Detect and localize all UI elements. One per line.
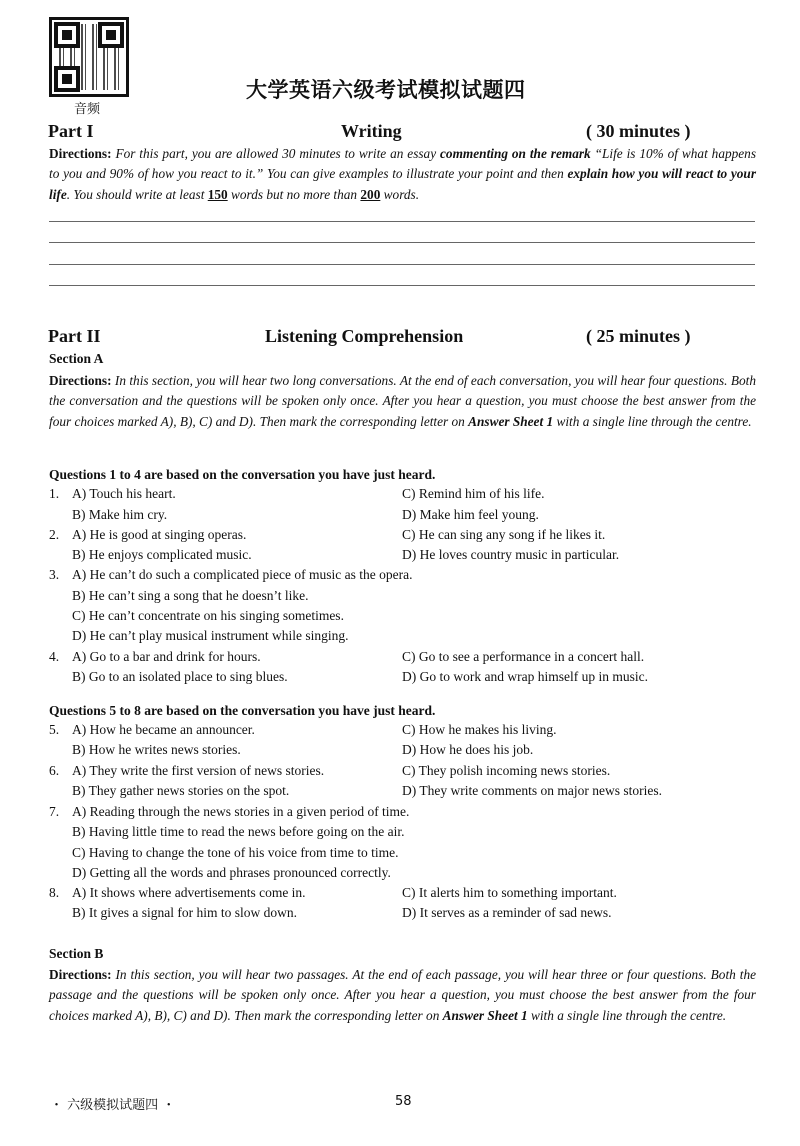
option-b: B) How he writes news stories. [72,742,241,757]
option-b: B) They gather news stories on the spot. [72,783,290,798]
directions-label: Directions: [49,146,112,161]
question-number: 4. [49,649,60,664]
section-b-directions: Directions: In this section, you will hear two passages. At the end of each passage, you will hear three or four questions. Both the passage and the questions will be spoken only once. After you hear a question, you must choose the best answer from the four choices marked A), B), C) and D). Then mark the corresponding letter on Answer Sheet 1 with a single line through the centre. [49,967,756,1023]
part1-directions: Directions: For this part, you are allowed 30 minutes to write an essay commenting on the remark “Life is 10% of what happens to you and 90% of how you react to it.” You can give examples to illustrate your point and then explain how you will react to your life. You should write at least 150 words but no more than 200 words. [49,146,756,202]
audio-label: 音频 [74,102,101,117]
question-number: 5. [49,722,60,737]
option-c: C) Remind him of his life. [402,486,545,501]
option-a: A) How he became an announcer. [72,722,255,737]
part2-time: ( 25 minutes ) [586,326,691,346]
question-number: 3. [49,567,60,582]
part1-name: Part I [48,121,94,141]
option-c: C) It alerts him to something important. [402,885,617,900]
question-number: 6. [49,763,60,778]
option-b: B) Go to an isolated place to sing blues. [72,669,288,684]
option-a: A) Reading through the news stories in a given period of time. [72,804,410,819]
footer-label: ・ 六级模拟试题四 ・ [50,1098,176,1113]
option-a: A) He can’t do such a complicated piece of music as the opera. [72,567,413,582]
option-a: A) Touch his heart. [72,486,176,501]
question-group-2-header: Questions 5 to 8 are based on the conversation you have just heard. [49,703,436,718]
section-b-heading: Section B [49,946,104,961]
option-c: C) Go to see a performance in a concert hall. [402,649,645,664]
option-d: D) He can’t play musical instrument while singing. [72,628,349,643]
option-c: C) They polish incoming news stories. [402,763,611,778]
question-number: 1. [49,486,60,501]
option-a: A) They write the first version of news stories. [72,763,325,778]
question-number: 8. [49,885,60,900]
option-c: C) Having to change the tone of his voice from time to time. [72,845,399,860]
part2-title: Listening Comprehension [265,326,464,346]
writing-lines [49,200,755,286]
question-number: 7. [49,804,60,819]
option-c: C) He can’t concentrate on his singing sometimes. [72,608,344,623]
option-b: B) He enjoys complicated music. [72,547,252,562]
part1-title: Writing [341,121,402,141]
option-d: D) Make him feel young. [402,507,539,522]
option-d: D) Getting all the words and phrases pronounced correctly. [72,865,391,880]
option-b: B) Having little time to read the news before going on the air. [72,824,405,839]
option-d: D) Go to work and wrap himself up in music. [402,669,648,684]
part1-time: ( 30 minutes ) [586,121,691,141]
option-d: D) It serves as a reminder of sad news. [402,905,612,920]
section-a-heading: Section A [49,351,104,366]
option-a: A) He is good at singing operas. [72,527,247,542]
part2-name: Part II [48,326,101,346]
part1-header [48,121,748,145]
option-b: B) He can’t sing a song that he doesn’t like. [72,588,309,603]
option-d: D) They write comments on major news stories. [402,783,662,798]
option-a: A) Go to a bar and drink for hours. [72,649,261,664]
option-b: B) Make him cry. [72,507,168,522]
question-group-1-header: Questions 1 to 4 are based on the conversation you have just heard. [49,467,436,482]
option-d: D) He loves country music in particular. [402,547,620,562]
page-number: 58 [395,1094,412,1109]
section-a-directions: Directions: In this section, you will hear two long conversations. At the end of each conversation, you will hear four questions. Both the conversation and the questions will be spoken only once. After you hear a question, you must choose the best answer from the four choices marked A), B), C) and D). Then mark the corresponding letter on Answer Sheet 1 with a single line through the centre. [49,373,756,429]
document-title: 大学英语六级考试模拟试题四 [246,78,526,102]
option-d: D) How he does his job. [402,742,534,757]
option-c: C) How he makes his living. [402,722,557,737]
option-a: A) It shows where advertisements come in. [72,885,306,900]
option-b: B) It gives a signal for him to slow down. [72,905,297,920]
question-number: 2. [49,527,60,542]
min-words: 150 [207,186,228,202]
qr-code [49,17,129,97]
max-words: 200 [360,186,381,202]
option-c: C) He can sing any song if he likes it. [402,527,606,542]
part2-header [48,326,748,350]
